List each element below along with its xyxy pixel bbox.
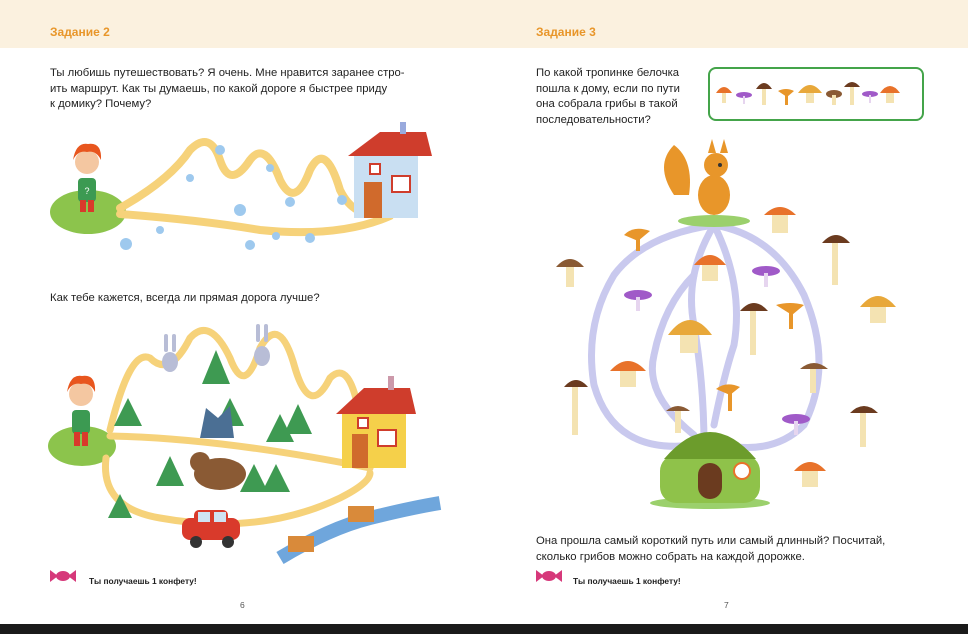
candy-icon: [50, 568, 76, 584]
house-icon: [336, 376, 416, 468]
mushroom-icon: [798, 85, 822, 103]
question-line: Ты любишь путешествовать? Я очень. Мне нравится заранее стро-: [50, 67, 405, 79]
question-2: [536, 534, 936, 565]
bridge: [288, 536, 314, 552]
mushroom-icon: [624, 290, 652, 311]
mushroom-icon: [716, 87, 732, 103]
mushroom-icon: [822, 235, 850, 285]
mushroom-icon: [736, 92, 752, 104]
house-icon: [348, 122, 432, 218]
mushroom-icon: [564, 380, 588, 435]
candy-icon: [536, 568, 562, 584]
header-band: [484, 0, 968, 48]
mushroom-icon: [776, 303, 804, 329]
reward-text: Ты получаешь 1 конфету!: [89, 576, 197, 586]
question-line: ить маршрут. Как ты думаешь, по какой дороге я быстрее приду: [50, 82, 388, 95]
question-1: [50, 66, 440, 113]
mushroom-icon: [756, 83, 772, 105]
question-line: пошла к дому, если по пути: [536, 82, 680, 95]
mushroom-path-illustration: [544, 125, 884, 525]
mushroom-sequence-box: [708, 67, 924, 121]
mushroom-icon: [862, 91, 878, 103]
mushroom-icon: [800, 363, 828, 393]
mushroom-icon: [778, 89, 794, 105]
page-number: 6: [240, 600, 245, 610]
bridge: [348, 506, 374, 522]
task-title: Задание 3: [536, 25, 596, 39]
task-title: Задание 2: [50, 25, 110, 39]
mushroom-icon: [610, 361, 646, 387]
bear-icon: [190, 452, 246, 490]
question-line: к домику? Почему?: [50, 98, 152, 110]
mushroom-icon: [844, 82, 860, 105]
mushroom-sequence: [710, 69, 922, 119]
question-1: [536, 66, 706, 128]
mushroom-icon: [752, 266, 780, 287]
header-band: [0, 0, 484, 48]
mushroom-icon: [880, 86, 900, 103]
mushroom-icon: [794, 462, 826, 487]
squirrel-icon: [664, 139, 750, 227]
mushroom-icon: [668, 320, 712, 353]
right-page: [484, 0, 968, 634]
mushroom-icon: [556, 259, 584, 287]
question-line: Она прошла самый короткий путь или самый длинный? Посчитай,: [536, 535, 886, 547]
question-line: сколько грибов можно собрать на каждой дорожке.: [536, 550, 805, 563]
route-illustration-2: [40, 318, 440, 568]
middle-road: [110, 436, 370, 468]
reward-text: Ты получаешь 1 конфету!: [573, 576, 681, 586]
mushroom-icon: [860, 296, 896, 323]
question-line: По какой тропинке белочка: [536, 67, 680, 79]
wolf-icon: [200, 406, 234, 438]
svg-text:?: ?: [84, 186, 90, 196]
path-inner: [714, 225, 737, 425]
bottom-bar: [0, 624, 968, 634]
question-2: Как тебе кажется, всегда ли прямая дорога лучше?: [50, 292, 320, 304]
question-line: она собрала грибы в такой: [536, 98, 678, 110]
car-icon: [182, 510, 240, 548]
question-line: последовательности?: [536, 113, 651, 126]
mushroom-icon: [850, 406, 878, 447]
route-illustration-1: [40, 120, 440, 280]
mushroom-icon: [740, 303, 768, 355]
page-number: 7: [724, 600, 729, 610]
mushroom-icon: [764, 207, 796, 233]
mushroom-icon: [826, 90, 842, 105]
